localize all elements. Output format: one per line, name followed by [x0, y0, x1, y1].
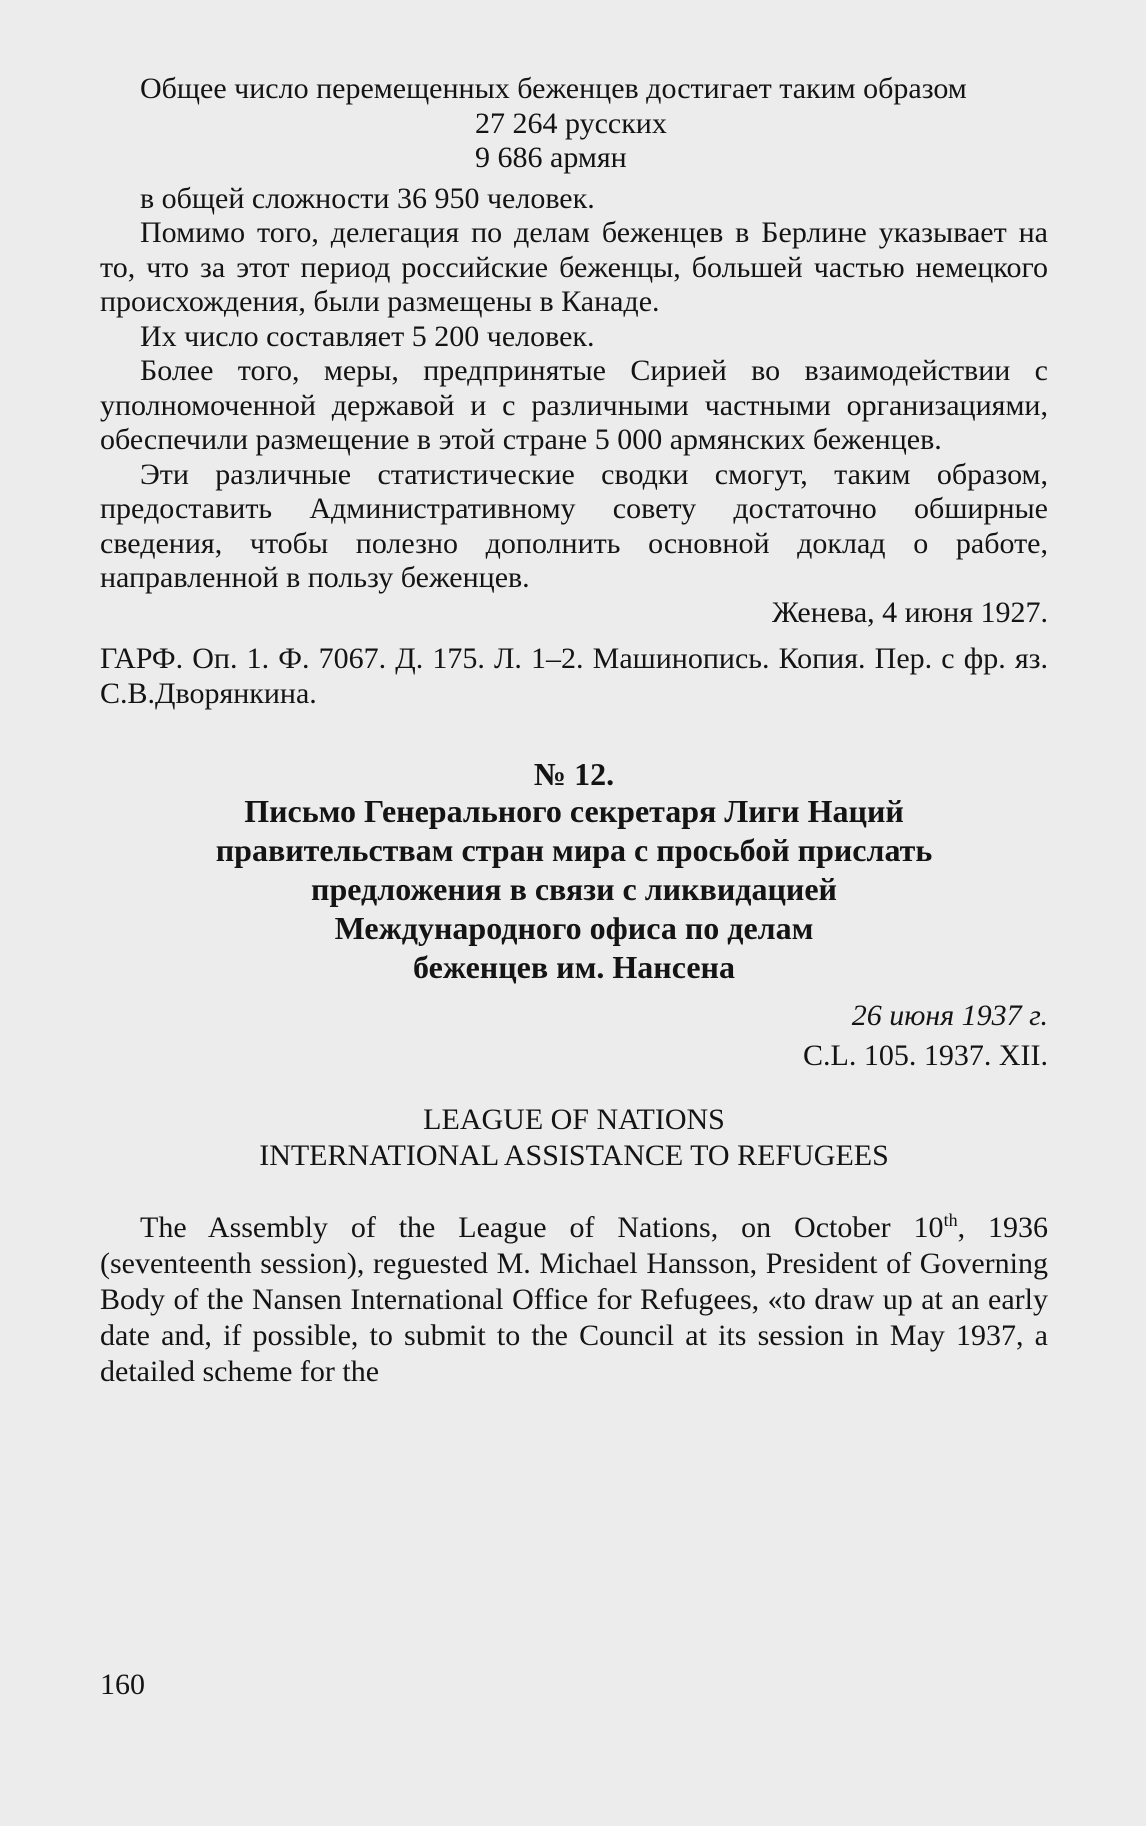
paragraph-berlin: Помимо того, делегация по делам беженцев в Берлине указывает на то, что за этот период российские беженцы, большей частью немецкого происхождения, были размещены в Канаде. [100, 216, 1048, 318]
heading-line-1: LEAGUE OF NATIONS [423, 1102, 725, 1136]
paragraph-summary: Эти различные статистические сводки смогут, таким образом, предоставить Административному совету достаточно обширные сведения, чтобы полезно дополнить основной доклад о работе, направленной в пользу беженцев. [100, 457, 1048, 594]
english-body [100, 1202, 1048, 1390]
title-line: Письмо Генерального секретаря Лиги Наций [244, 792, 904, 829]
page-content [100, 72, 1048, 1390]
heading-line-2: INTERNATIONAL ASSISTANCE TO REFUGEES [259, 1138, 889, 1172]
paragraph-count: Их число составляет 5 200 человек. [140, 319, 595, 353]
paragraph-intro: Общее число перемещенных беженцев достигает таким образом [140, 72, 967, 105]
stat-armenians: 9 686 армян [475, 141, 627, 174]
place-date: Женева, 4 июня 1927. [772, 595, 1048, 629]
title-line: правительствам стран мира с просьбой прислать [215, 831, 933, 868]
body-rest: , 1936 (seventeenth session), reguested M. Michael Hansson, President of Governing Body of the Nansen International Office for Refugees, «to draw up at an early date and, if possible, to submit to the Council at its session in May 1937, a detailed scheme for the [100, 1210, 1048, 1388]
title-line: беженцев им. Нансена [413, 948, 735, 985]
document-title [100, 792, 1048, 987]
body-start: The Assembly of the League of Nations, on October 10 [140, 1210, 944, 1244]
ordinal-suffix: th [943, 1209, 958, 1230]
document-number: № 12. [533, 756, 615, 792]
title-line: предложения в связи с ликвидацией [311, 870, 837, 907]
title-line: Международного офиса по делам [334, 909, 814, 946]
document-date: 26 июня 1937 г. [851, 998, 1048, 1032]
archive-source: ГАРФ. Оп. 1. Ф. 7067. Д. 175. Л. 1–2. Машинопись. Копия. Пер. с фр. яз. С.В.Дворянкина. [100, 642, 1048, 710]
paragraph-syria: Более того, меры, предпринятые Сирией во взаимодействии с уполномоченной державой и с различными частными организациями, обеспечили размещение в этой стране 5 000 армянских беженцев. [100, 354, 1048, 456]
english-heading [100, 1102, 1048, 1174]
stat-russians: 27 264 русских [475, 106, 667, 140]
stat-total: в общей сложности 36 950 человек. [140, 181, 595, 215]
document-reference: C.L. 105. 1937. XII. [803, 1039, 1048, 1072]
page-number: 160 [100, 1668, 145, 1701]
